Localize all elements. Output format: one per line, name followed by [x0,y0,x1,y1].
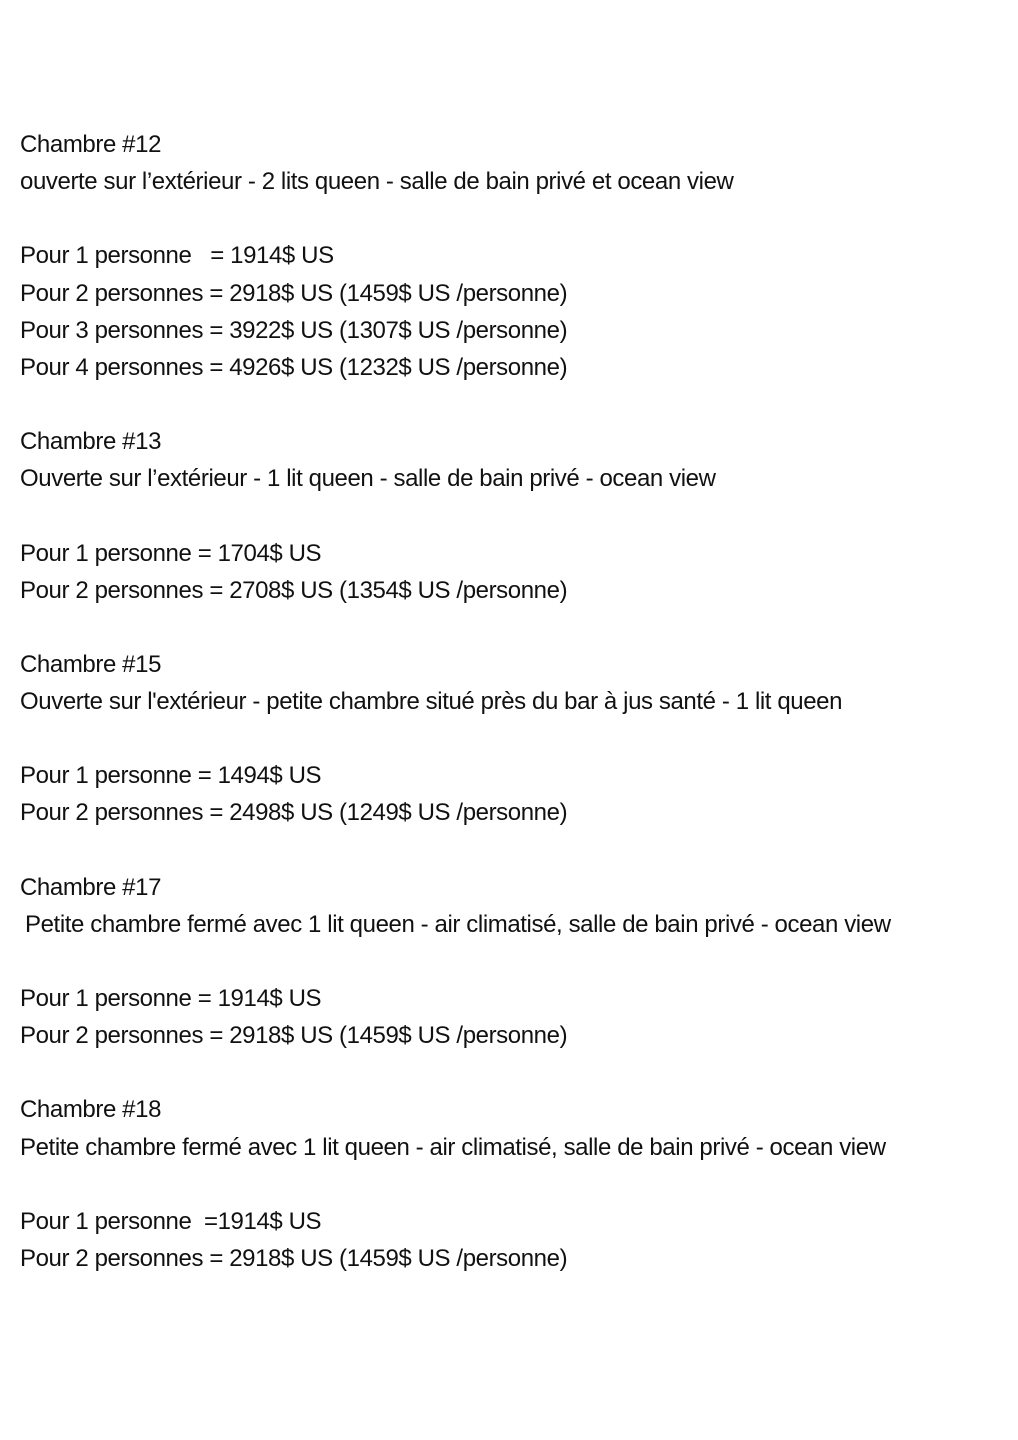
room-title: Chambre #17 [20,873,162,901]
room-description: Petite chambre fermé avec 1 lit queen - air climatisé, salle de bain privé - ocean view [20,1133,886,1161]
price-line: Pour 3 personnes = 3922$ US (1307$ US /personne) [20,316,568,344]
room-section-12 [20,126,1010,386]
price-line: Pour 1 personne =1914$ US [20,1207,322,1235]
room-title: Chambre #15 [20,650,162,678]
room-description: Ouverte sur l'extérieur - petite chambre situé près du bar à jus santé - 1 lit queen [20,688,843,716]
room-section-18 [20,1091,1010,1277]
price-line: Pour 4 personnes = 4926$ US (1232$ US /personne) [20,353,568,381]
room-section-17 [20,869,1010,1055]
spacer [20,1166,1010,1203]
price-line: Pour 2 personnes = 2918$ US (1459$ US /personne) [20,1022,568,1050]
price-line: Pour 1 personne = 1494$ US [20,762,322,790]
spacer [20,943,1010,980]
room-section-15 [20,646,1010,832]
room-title: Chambre #18 [20,1096,162,1124]
price-line: Pour 2 personnes = 2708$ US (1354$ US /personne) [20,576,568,604]
room-title: Chambre #12 [20,131,162,158]
room-price-list [20,126,1010,1277]
price-line: Pour 2 personnes = 2918$ US (1459$ US /personne) [20,1244,568,1272]
room-description: Petite chambre fermé avec 1 lit queen - air climatisé, salle de bain privé - ocean view [25,910,891,938]
price-line: Pour 1 personne = 1704$ US [20,539,322,567]
spacer [20,200,1010,237]
room-title: Chambre #13 [20,428,162,456]
room-description: ouverte sur l’extérieur - 2 lits queen - salle de bain privé et ocean view [20,168,734,196]
price-line: Pour 2 personnes = 2498$ US (1249$ US /personne) [20,799,568,827]
price-line: Pour 1 personne = 1914$ US [20,242,334,270]
price-line: Pour 2 personnes = 2918$ US (1459$ US /personne) [20,279,568,307]
spacer [20,720,1010,757]
spacer [20,498,1010,535]
room-section-13 [20,423,1010,609]
price-line: Pour 1 personne = 1914$ US [20,985,322,1012]
room-description: Ouverte sur l’extérieur - 1 lit queen - salle de bain privé - ocean view [20,465,716,493]
